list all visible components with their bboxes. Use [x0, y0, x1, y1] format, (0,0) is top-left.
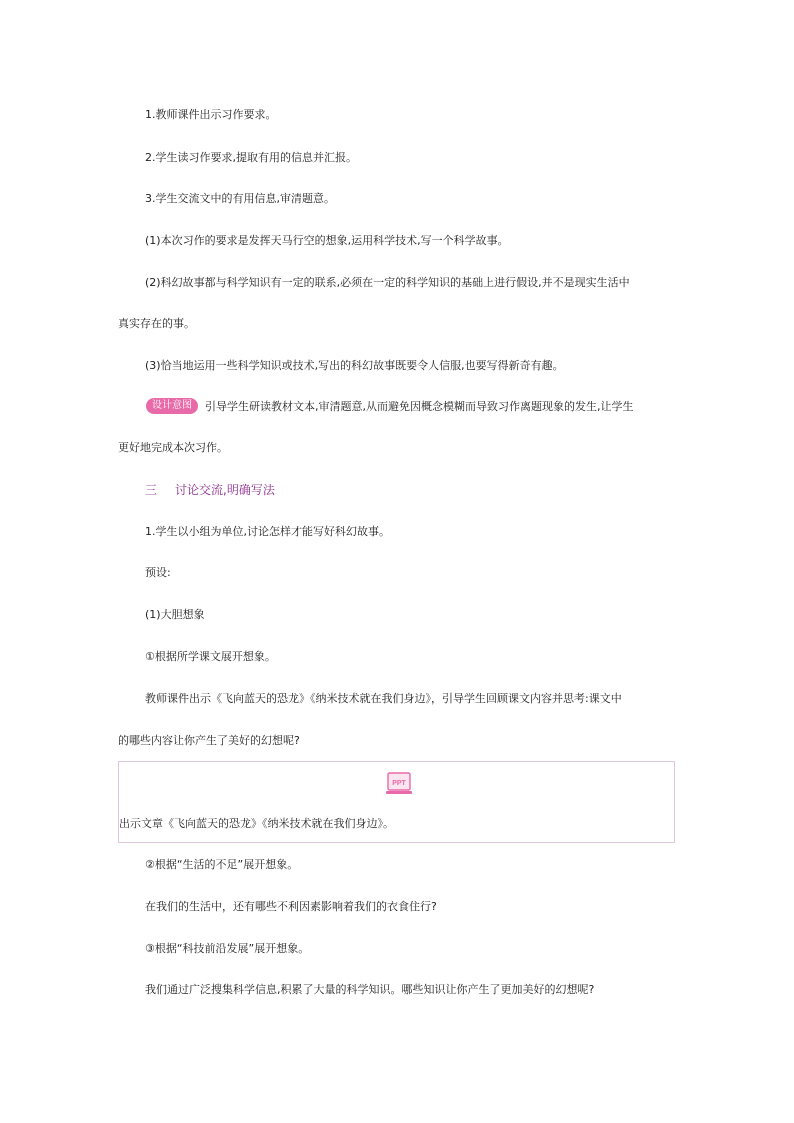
- ppt-callout-box: [118, 761, 675, 843]
- teacher-prompt-line-2: 的哪些内容让你产生了美好的幻想呢?: [118, 734, 300, 747]
- ppt-callout-text: 出示文章《飞向蓝天的恐龙》《纳米技术就在我们身边》。: [119, 817, 394, 830]
- preset-item-1: (1)大胆想象: [145, 608, 205, 621]
- life-question: 在我们的生活中，还有哪些不利因素影响着我们的衣食住行?: [145, 900, 437, 913]
- step-2: 2.学生读习作要求,提取有用的信息并汇报。: [145, 151, 357, 164]
- preset-sub-1: ①根据所学课文展开想象。: [145, 650, 276, 663]
- teacher-prompt-line-1: 教师课件出示《飞向蓝天的恐龙》《纳米技术就在我们身边》，引导学生回顾课文内容并思考:课文中: [145, 692, 622, 705]
- section-heading: [145, 482, 275, 498]
- design-intent-text-line-2: 更好地完成本次习作。: [118, 441, 228, 454]
- ppt-icon-label: PPT: [392, 780, 406, 787]
- step-1: 1.教师课件出示习作要求。: [145, 108, 277, 121]
- point-2-line-1: (2)科幻故事都与科学知识有一定的联系,必须在一定的科学知识的基础上进行假设,并不是现实生活中: [145, 276, 630, 289]
- preset-label: 预设:: [145, 566, 171, 579]
- discussion-step-1: 1.学生以小组为单位,讨论怎样才能写好科幻故事。: [145, 525, 390, 538]
- step-3: 3.学生交流文中的有用信息,审清题意。: [145, 192, 335, 205]
- point-1: (1)本次习作的要求是发挥天马行空的想象,运用科学技术,写一个科学故事。: [145, 234, 509, 247]
- design-intent-text-line-1: 引导学生研读教材文本,审清题意,从而避免因概念模糊而导致习作离题现象的发生,让学生: [205, 400, 634, 413]
- section-number: 三: [145, 483, 158, 497]
- science-question: 我们通过广泛搜集科学信息,积累了大量的科学知识。哪些知识让你产生了更加美好的幻想呢?: [145, 983, 595, 996]
- section-title: 讨论交流,明确写法: [175, 483, 275, 497]
- design-intent-badge: 设计意图: [146, 398, 198, 414]
- point-3: (3)恰当地运用一些科学知识或技术,写出的科幻故事既要令人信服,也要写得新奇有趣。: [145, 359, 564, 372]
- ppt-icon: [386, 772, 412, 796]
- point-2-line-2: 真实存在的事。: [118, 317, 195, 330]
- preset-sub-2: ②根据“生活的不足”展开想象。: [145, 858, 299, 871]
- preset-sub-3: ③根据“科技前沿发展”展开想象。: [145, 942, 310, 955]
